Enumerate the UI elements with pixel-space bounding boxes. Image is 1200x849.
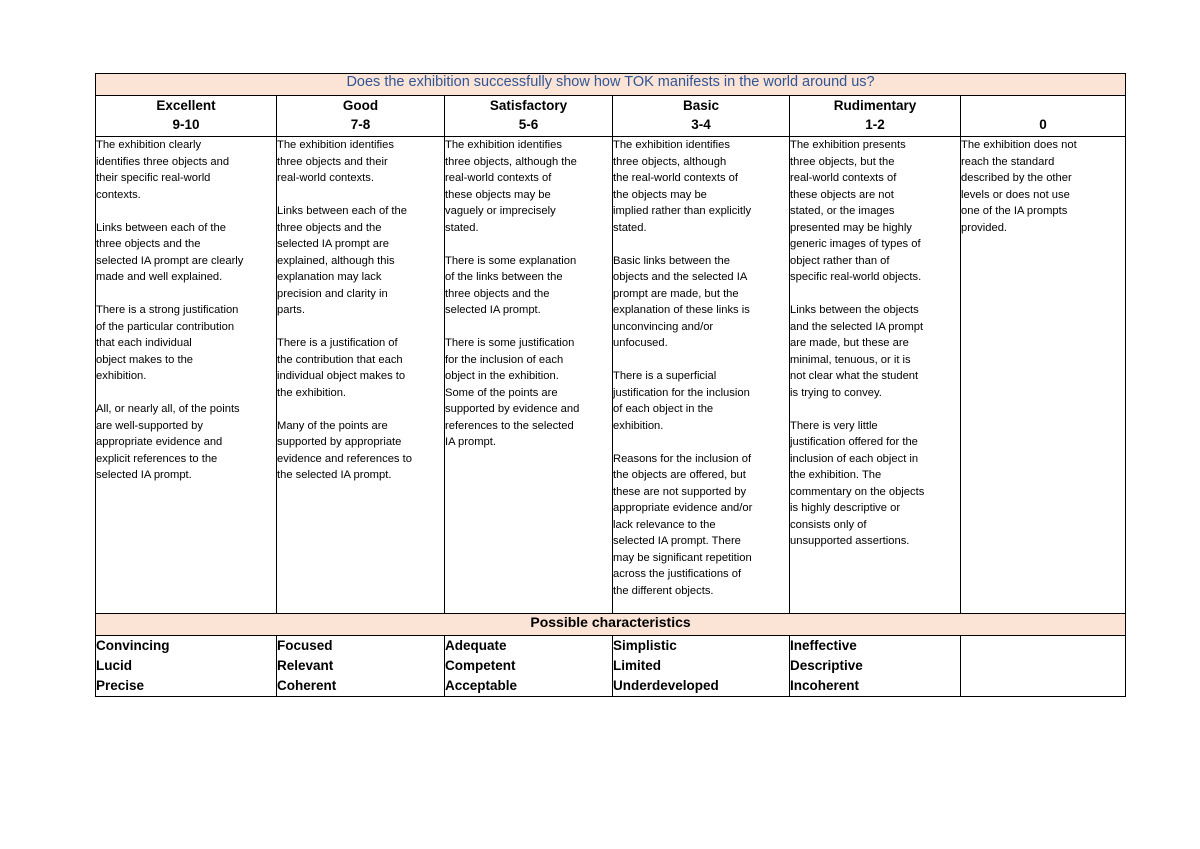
level-name: Rudimentary (833, 98, 917, 113)
level-name (961, 96, 1125, 115)
descriptor-paragraph: The exhibition identifies three objects, although the real-world contexts of the objects may be implied rather than explicitly stated. (613, 139, 752, 234)
level-header-rudimentary (790, 96, 961, 137)
characteristic: Acceptable (445, 678, 518, 693)
level-header-excellent (96, 96, 277, 137)
level-marks: 7-8 (350, 117, 371, 132)
characteristic: Limited (613, 658, 662, 673)
question-row (96, 74, 1126, 96)
descriptor-paragraph: There is some justification for the inclusion of each object in the exhibition. Some of the points are supported by evidence and references to the selected IA prompt. (445, 337, 580, 448)
characteristics-basic (613, 636, 790, 697)
descriptor-rudimentary (790, 137, 961, 614)
characteristics-satisfactory (445, 636, 613, 697)
descriptor-paragraph: Links between each of the three objects and the selected IA prompt are clearly made and well explained. (96, 221, 244, 283)
descriptor-paragraph: There is a justification of the contribution that each individual object makes to the exhibition. (277, 337, 406, 399)
characteristic: Competent (445, 658, 516, 673)
descriptor-paragraph: The exhibition clearly identifies three objects and their specific real-world contexts. (96, 139, 230, 201)
descriptor-basic (613, 137, 790, 614)
characteristics-excellent (96, 636, 277, 697)
characteristic: Descriptive (790, 658, 863, 673)
descriptor-good (277, 137, 445, 614)
descriptor-satisfactory (445, 137, 613, 614)
level-name: Satisfactory (489, 98, 568, 113)
descriptor-paragraph: All, or nearly all, of the points are well-supported by appropriate evidence and explicit references to the selected IA prompt. (96, 403, 240, 481)
descriptor-excellent (96, 137, 277, 614)
descriptor-paragraph: Reasons for the inclusion of the objects are offered, but these are not supported by appropriate evidence and/or lack relevance to the selected IA prompt. There may be significant repetition across the justifications of the different objects. (613, 452, 753, 597)
descriptor-zero (961, 137, 1126, 614)
level-marks: 1-2 (865, 117, 885, 132)
descriptor-paragraph: Many of the points are supported by appropriate evidence and references to the selected IA prompt. (277, 419, 412, 481)
characteristic: Simplistic (613, 638, 677, 653)
characteristic: Ineffective (790, 638, 857, 653)
characteristic: Precise (96, 678, 145, 693)
characteristics-good (277, 636, 445, 697)
characteristic: Adequate (445, 638, 507, 653)
level-marks: 9-10 (172, 117, 200, 132)
descriptor-paragraph: There is some explanation of the links between the three objects and the selected IA prompt. (445, 254, 577, 316)
characteristic: Convincing (96, 638, 170, 653)
level-header-basic (613, 96, 790, 137)
level-name: Basic (682, 98, 720, 113)
descriptor-paragraph: The exhibition presents three objects, but the real-world contexts of these objects are not stated, or the images presented may be highly generic images of types of object rather than of specific real-world objects. (790, 139, 922, 283)
level-name: Excellent (156, 98, 216, 113)
characteristics-zero (961, 636, 1126, 697)
level-header-zero (961, 96, 1126, 137)
descriptor-paragraph: The exhibition identifies three objects and their real-world contexts. (277, 139, 394, 184)
descriptor-paragraph: Links between the objects and the selected IA prompt are made, but these are minimal, tenuous, or it is not clear what the student is trying to convey. (790, 304, 924, 399)
characteristics-rudimentary (790, 636, 961, 697)
rubric-question: Does the exhibition successfully show how TOK manifests in the world around us? (96, 74, 1126, 96)
level-header-satisfactory (445, 96, 613, 137)
level-header-good (277, 96, 445, 137)
characteristic: Focused (277, 638, 333, 653)
level-marks: 5-6 (518, 117, 539, 132)
level-header-row (96, 96, 1126, 137)
characteristic: Relevant (277, 658, 334, 673)
characteristic: Incoherent (790, 678, 860, 693)
assessment-rubric-table (95, 73, 1126, 697)
descriptor-paragraph: Basic links between the objects and the selected IA prompt are made, but the explanation of these links is unconvincing and/or unfocused. (613, 254, 750, 349)
level-name: Good (342, 98, 379, 113)
characteristics-row (96, 636, 1126, 697)
descriptor-paragraph: There is very little justification offered for the inclusion of each object in the exhibition. The commentary on the objects is highly descriptive or consists only of unsupported assertions. (790, 419, 925, 547)
descriptor-paragraph: The exhibition does not reach the standard described by the other levels or does not use one of the IA prompts provided. (961, 139, 1077, 234)
possible-characteristics-heading: Possible characteristics (96, 614, 1126, 636)
characteristic: Underdeveloped (613, 678, 719, 693)
descriptor-paragraph: The exhibition identifies three objects, although the real-world contexts of these objects may be vaguely or imprecisely stated. (445, 139, 577, 234)
descriptor-row (96, 137, 1126, 614)
characteristic: Coherent (277, 678, 337, 693)
level-marks: 0 (1039, 117, 1047, 132)
descriptor-paragraph: There is a superficial justification for the inclusion of each object in the exhibition. (613, 370, 750, 432)
characteristic: Lucid (96, 658, 132, 673)
descriptor-paragraph: There is a strong justification of the particular contribution that each individual object makes to the exhibition. (96, 304, 239, 382)
possible-characteristics-row (96, 614, 1126, 636)
descriptor-paragraph: Links between each of the three objects and the selected IA prompt are explained, although this explanation may lack precision and clarity in parts. (277, 205, 407, 316)
level-marks: 3-4 (691, 117, 711, 132)
